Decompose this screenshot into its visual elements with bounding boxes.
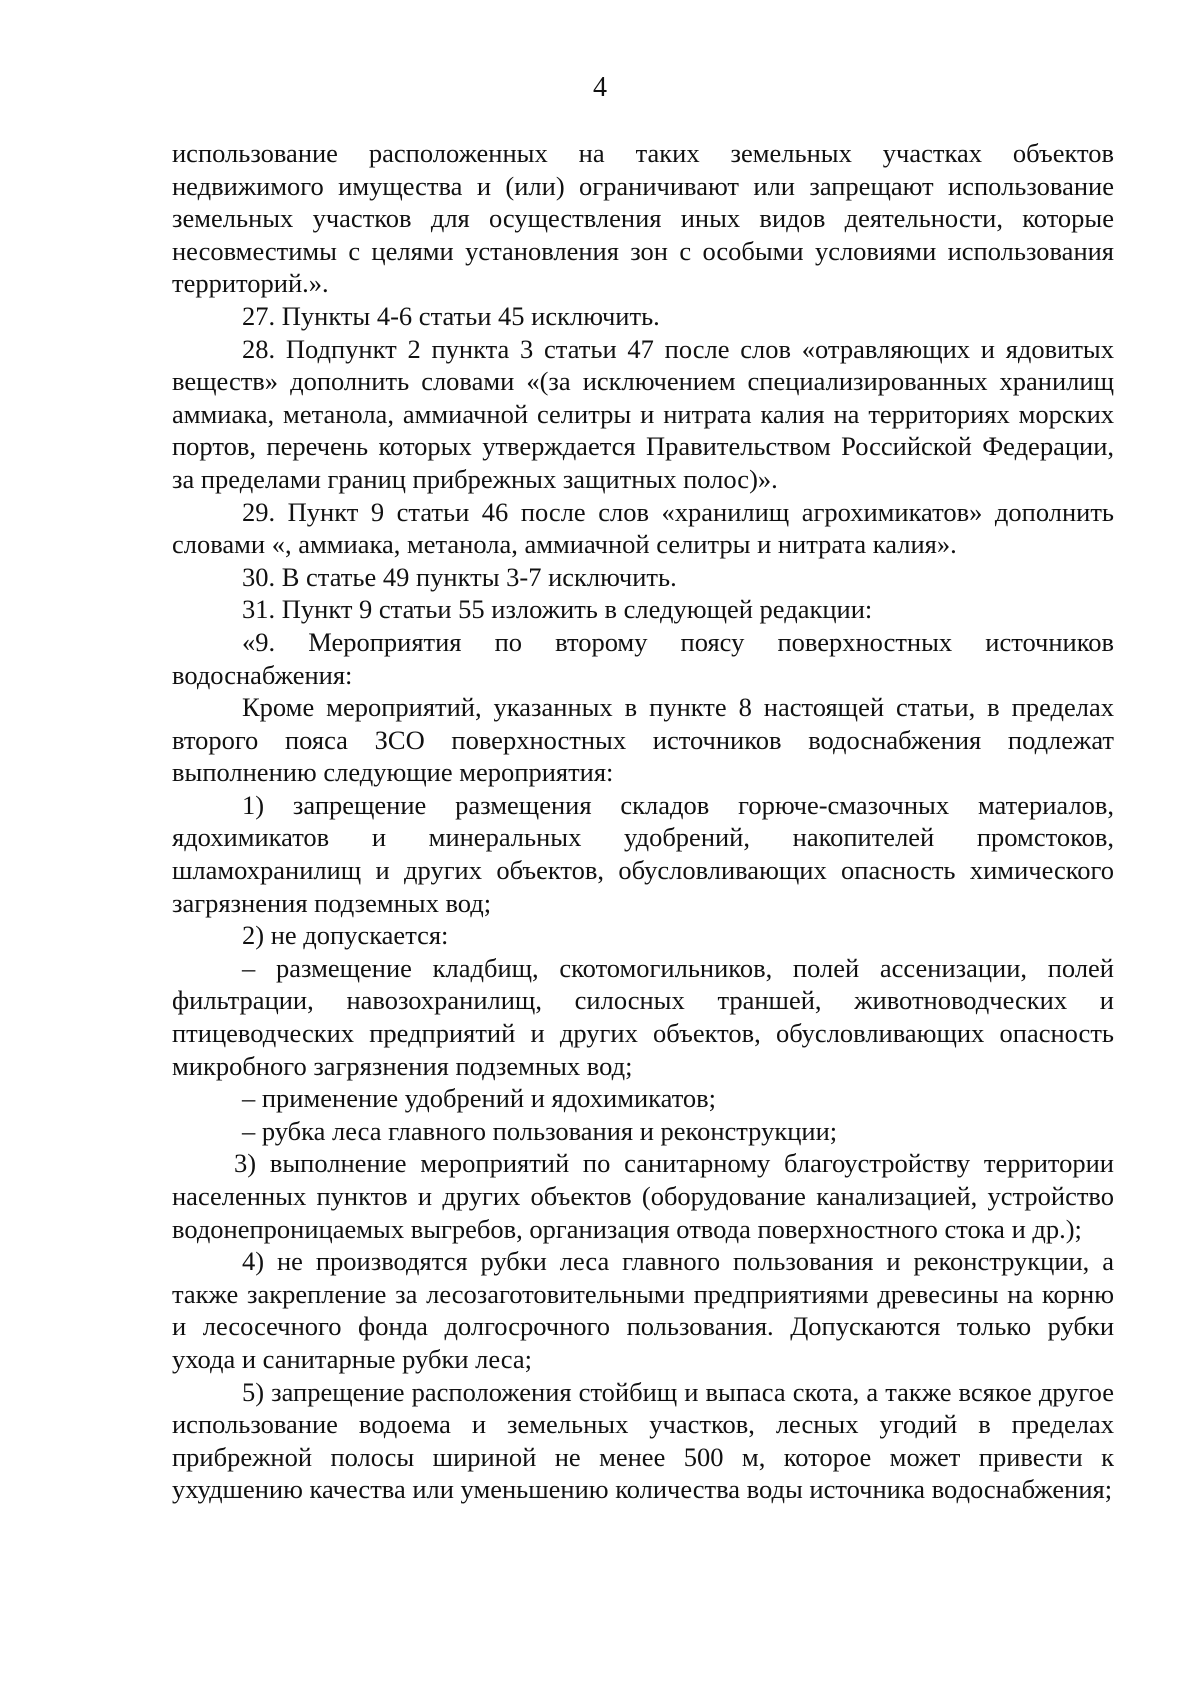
paragraph-subitem-5: 5) запрещение расположения стойбищ и выпаса скота, а также всякое другое использование водоема и земельных участков, лесных угодий в пределах прибрежной полосы шириной не менее 500 м, которое может привести к ухудшению качества или уменьшению количества воды источника водоснабжения; [172, 1376, 1114, 1505]
paragraph-item-29: 29. Пункт 9 статьи 46 после слов «хранилищ агрохимикатов» дополнить словами «, аммиака, метанола, аммиачной селитры и нитрата калия». [172, 496, 1114, 560]
paragraph-dash-2: – применение удобрений и ядохимикатов; [242, 1083, 717, 1114]
paragraph-subitem-1: 1) запрещение размещения складов горюче-смазочных материалов, ядохимикатов и минеральных удобрений, накопителей промстоков, шламохранилищ и других объектов, обусловливающих опасность химического загрязнения подземных вод; [172, 789, 1114, 918]
paragraph-item-28: 28. Подпункт 2 пункта 3 статьи 47 после слов «отравляющих и ядовитых веществ» дополнить словами «(за исключением специализированных хранилищ аммиака, метанола, аммиачной селитры и нитрата калия на территориях морских портов, перечень которых утверждается Правительством Российской Федерации, за пределами границ прибрежных защитных полос)». [172, 333, 1114, 494]
paragraph-subitem-2: 2) не допускается: [242, 920, 449, 951]
paragraph-dash-3: – рубка леса главного пользования и реконструкции; [242, 1115, 838, 1146]
paragraph-subitem-3: 3) выполнение мероприятий по санитарному благоустройству территории населенных пунктов и других объектов (оборудование канализацией, устройство водонепроницаемых выгребов, организация отвода поверхностного стока и др.); [172, 1148, 1114, 1244]
document-body [172, 137, 1114, 1506]
paragraph-item-27: 27. Пункты 4-6 статьи 45 исключить. [242, 300, 660, 331]
paragraph-item-31: 31. Пункт 9 статьи 55 изложить в следующей редакции: [242, 594, 873, 625]
page-number: 4 [593, 72, 607, 103]
paragraph-dash-1: – размещение кладбищ, скотомогильников, полей ассенизации, полей фильтрации, навозохранилищ, силосных траншей, животноводческих и птицеводческих предприятий и других объектов, обусловливающих опасность микробного загрязнения подземных вод; [172, 952, 1114, 1081]
paragraph-quote-9: «9. Мероприятия по второму поясу поверхностных источников водоснабжения: [172, 626, 1114, 690]
paragraph-continuation: использование расположенных на таких земельных участках объектов недвижимого имущества и (или) ограничивают или запрещают использование земельных участков для осуществления иных видов деятельности, которые несовместимы с целями установления зон с особыми условиями использования территорий.». [172, 138, 1114, 299]
paragraph-item-30: 30. В статье 49 пункты 3-7 исключить. [242, 561, 677, 592]
paragraph-intro: Кроме мероприятий, указанных в пункте 8 настоящей статьи, в пределах второго пояса ЗСО поверхностных источников водоснабжения подлежат выполнению следующие мероприятия: [172, 692, 1114, 788]
paragraph-subitem-4: 4) не производятся рубки леса главного пользования и реконструкции, а также закрепление за лесозаготовительными предприятиями древесины на корню и лесосечного фонда долгосрочного пользования. Допускаются только рубки ухода и санитарные рубки леса; [172, 1246, 1114, 1374]
